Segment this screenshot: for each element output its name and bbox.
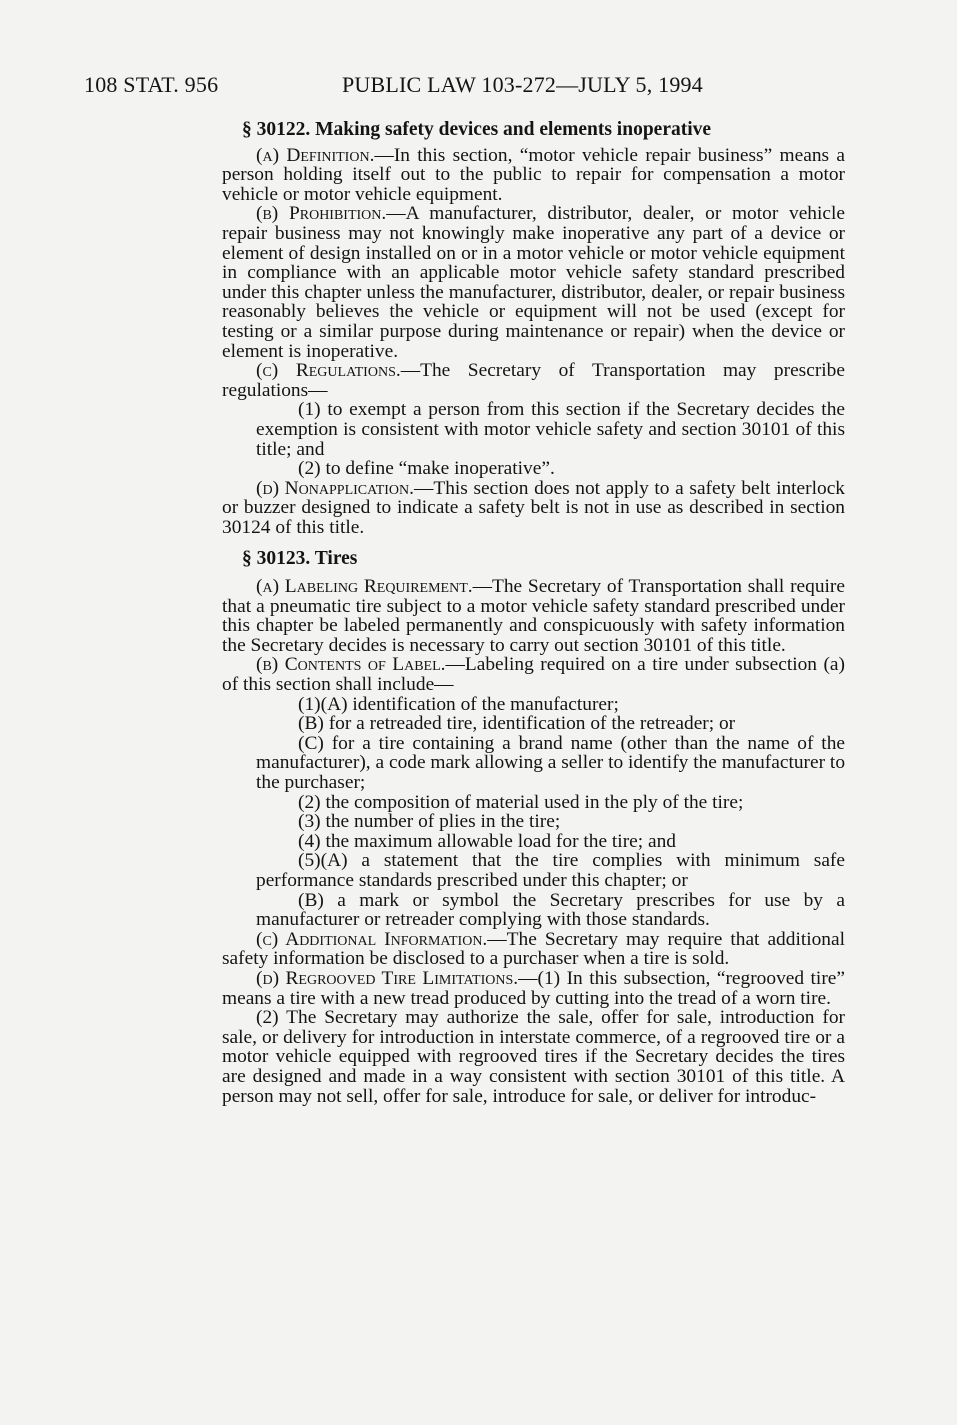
public-law-title: PUBLIC LAW 103-272—JULY 5, 1994 [342, 72, 703, 97]
list-item [222, 734, 845, 793]
paragraph [222, 361, 845, 400]
document-body [222, 120, 845, 1106]
list-item [222, 400, 845, 459]
subsection-label: (c) Regulations. [256, 360, 401, 382]
subsection-label: (b) Contents of Label. [256, 654, 446, 676]
list-item [222, 851, 845, 890]
subsection-label: (a) Definition. [256, 144, 375, 166]
list-item [222, 832, 845, 852]
list-item [222, 891, 845, 930]
section-heading: § 30122. Making safety devices and elements inoperative [242, 119, 712, 140]
paragraph [222, 479, 845, 538]
paragraph-text: —The Secretary of Transportation shall require that a pneumatic tire subject to a motor vehicle safety standard prescribed under this chapter be labeled permanently and conspicuously with safety information the Secretary decides is necessary to carry out section 30101 of this title. [222, 576, 845, 656]
list-item [222, 714, 845, 734]
list-item [222, 459, 845, 479]
paragraph-text: (5)(A) a statement that the tire complies with minimum safe performance standards prescribed under this chapter; or [256, 850, 845, 891]
subsection-label: (d) Regrooved Tire Limitations. [256, 967, 519, 989]
paragraph-text: (2) the composition of material used in the ply of the tire; [298, 791, 744, 813]
paragraph-text: —This section does not apply to a safety belt interlock or buzzer designed to indicate a safety belt is not in use as described in section 30124 of this title. [222, 477, 845, 538]
subsection-label: (b) Prohibition. [256, 203, 387, 225]
paragraph-text: —Labeling required on a tire under subsection (a) of this section shall include— [222, 654, 845, 696]
paragraph-text: (3) the number of plies in the tire; [298, 811, 561, 833]
paragraph [222, 204, 845, 361]
section-heading: § 30123. Tires [242, 548, 358, 570]
paragraph-text: —A manufacturer, distributor, dealer, or motor vehicle repair business may not knowingly make inoperative any part of a device or element of design installed on or in a motor vehicle or motor vehicle equipment in compliance with an applicable motor vehicle safety standard prescribed under this chapter unless the manufacturer, distributor, dealer, or repair business reasonably believes the vehicle or equipment will not be used (except for testing or a similar purpose during maintenance or repair) when the device or element is inoperative. [222, 203, 845, 362]
paragraph [222, 1008, 845, 1106]
subsection-label: (a) Labeling Requirement. [256, 576, 473, 598]
paragraph [222, 146, 845, 205]
paragraph-text: (B) for a retreaded tire, identification of the retreader; or [298, 713, 736, 735]
paragraph [222, 655, 845, 694]
paragraph-text: (C) for a tire containing a brand name (other than the name of the manufacturer), a code mark allowing a seller to identify the manufacturer to the purchaser; [256, 732, 846, 793]
paragraph-text: (2) The Secretary may authorize the sale, offer for sale, introduction for sale, or delivery for introduction in interstate commerce, of a regrooved tire or a motor vehicle equipped with regrooved tires if the Secretary decides the tires are designed and made in a way consistent with section 30101 of this title. A person may not sell, offer for sale, introduce for sale, or deliver for introduc- [222, 1007, 845, 1107]
paragraph [222, 577, 845, 655]
list-item [222, 695, 845, 715]
stat-page-number: 108 STAT. 956 [84, 72, 219, 97]
paragraph-text: (1) to exempt a person from this section if the Secretary decides the exemption is consistent with motor vehicle safety and section 30101 of this title; and [256, 399, 845, 460]
paragraph-text: —(1) In this subsection, “regrooved tire” means a tire with a new tread produced by cutting into the tread of a worn tire. [222, 967, 845, 1009]
subsection-label: (c) Additional Information. [256, 928, 488, 950]
subsection-label: (d) Nonapplication. [256, 477, 414, 499]
paragraph-text: —The Secretary of Transportation may prescribe regulations— [222, 360, 845, 401]
paragraph-text: (1)(A) identification of the manufacturer; [298, 693, 619, 715]
list-item [222, 793, 845, 813]
list-item [222, 812, 845, 832]
paragraph-text: (B) a mark or symbol the Secretary prescribes for use by a manufacturer or retreader complying with those standards. [256, 889, 845, 931]
paragraph-text: (4) the maximum allowable load for the tire; and [298, 830, 676, 852]
paragraph [222, 930, 845, 969]
paragraph-text: —The Secretary may require that additional safety information be disclosed to a purchaser when a tire is sold. [222, 928, 845, 970]
paragraph-text: (2) to define “make inoperative”. [298, 458, 555, 480]
paragraph-text: —In this section, “motor vehicle repair business” means a person holding itself out to the public to repair for compensation a motor vehicle or motor vehicle equipment. [222, 144, 845, 205]
paragraph [222, 969, 845, 1008]
